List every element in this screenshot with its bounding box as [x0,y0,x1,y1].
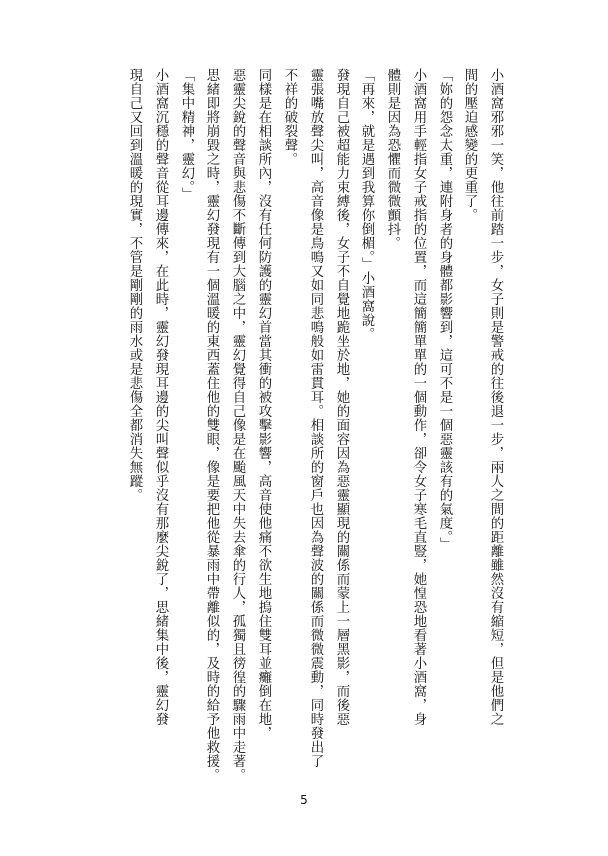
text-column-6: 「再來，就是遇到我算你倒楣。」小酒窩說。 [359,68,374,342]
text-column-14: 小酒窩沉穩的聲音從耳邊傳來，在此時，靈幻發現耳邊的尖叫聲似乎沒有那麼尖銳了，思緒集中後，靈幻發 [153,68,168,726]
text-column-11: 惡靈尖銳的聲音與悲傷不斷傳到大腦之中，靈幻覺得自己像是在颱風天中失去傘的行人，孤獨且徬徨的驟雨中走著。 [230,68,245,782]
text-column-15: 現自己又回到溫暖的現實，不管是剛剛的雨水或是悲傷全都消失無蹤。 [127,68,142,502]
text-column-9: 不祥的破裂聲。 [282,68,297,166]
text-column-5: 體則是因為恐懼而微微顫抖。 [385,68,400,250]
text-column-12: 思緒即將崩毀之時，靈幻發現有一個溫暖的東西蓋住他的雙眼，像是要把他從暴雨中帶離似的，及時的給予他救援。 [204,68,219,782]
text-column-8: 靈張嘴放聲尖叫，高音像是鳥鳴又如同悲鳴般如雷貫耳。相談所的窗戶也因為聲波的關係而微微震動，同時發出了 [308,68,323,768]
text-column-3: 「妳的怨念太重，連附身者的身體都影響到，這可不是一個惡靈該有的氣度。」 [437,68,452,552]
text-column-1: 小酒窩邪邪一笑，他往前踏一步，女子則是警戒的往後退一步，兩人之間的距離雖然沒有縮短，但是他們之 [488,68,503,726]
text-column-7: 發現自己被超能力束縛後，女子不自覺地跪坐於地，她的面容因為惡靈顯現的關係而蒙上一層黑影，而後惡 [334,68,349,726]
page-number: 5 [300,793,308,807]
text-column-10: 同樣是在相談所內，沒有任何防護的靈幻首當其衝的被攻擊影響，高音使他痛不欲生地摀住雙耳並癱倒在地， [256,68,271,740]
text-column-2: 間的壓迫感變的更重了。 [462,68,477,222]
text-column-4: 小酒窩用手輕指女子戒指的位置，而這簡簡單單的一個動作，卻令女子寒毛直豎，她惶恐地看著小酒窩，身 [411,68,426,726]
text-column-13: 「集中精神，靈幻。」 [179,68,194,202]
